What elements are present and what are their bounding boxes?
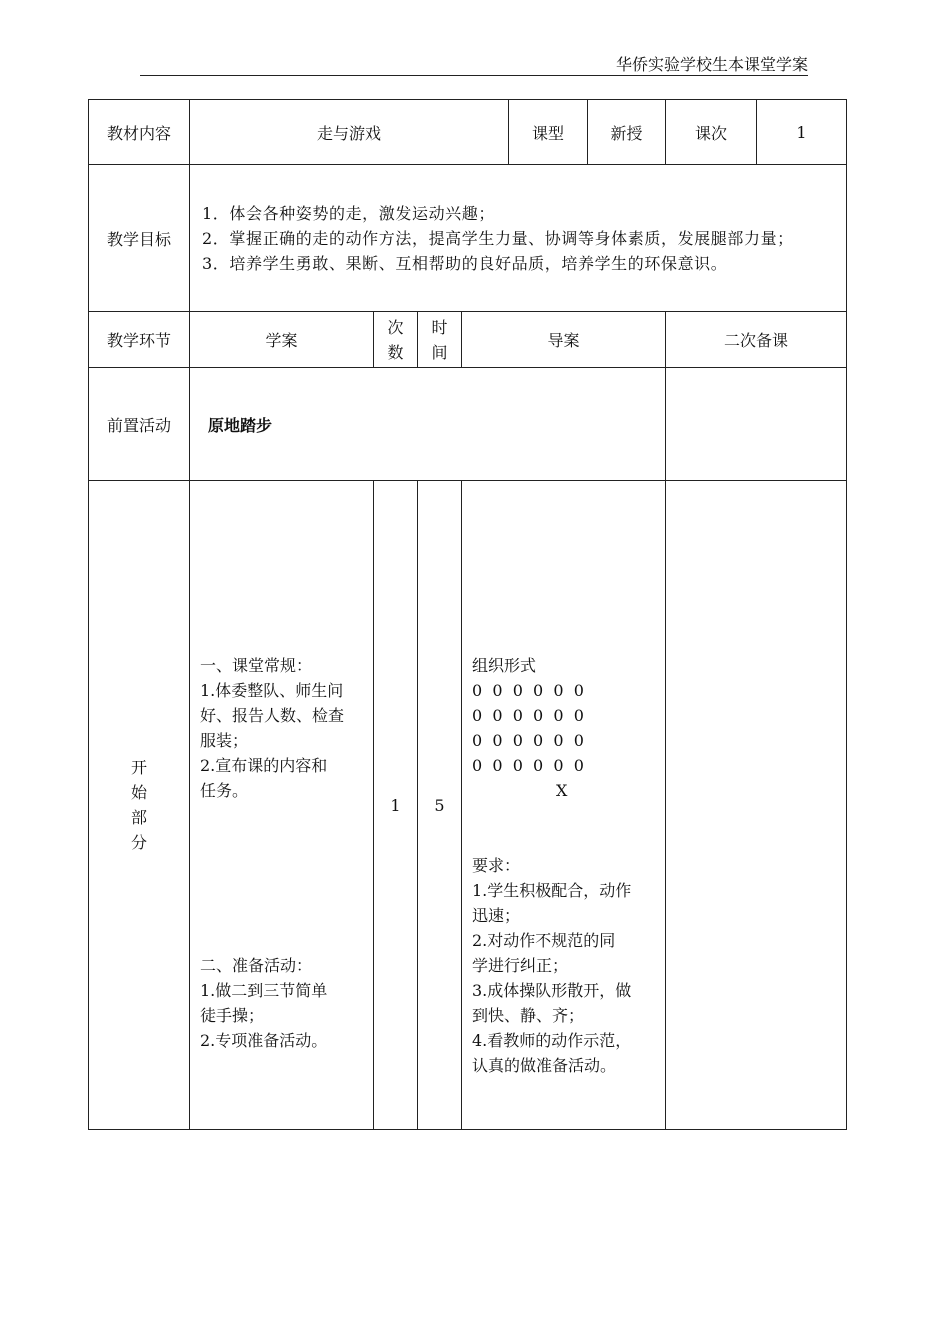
plan-line: 1.体委整队、师生问	[200, 681, 344, 700]
column-header-row	[89, 312, 847, 368]
plan-line: 2.宣布课的内容和	[200, 756, 328, 775]
goals-label: 教学目标	[89, 165, 190, 312]
session-value: 1	[757, 100, 847, 165]
start-section-row	[89, 481, 847, 1130]
goals-row	[89, 165, 847, 312]
plan-line: 一、课堂常规：	[200, 656, 313, 675]
pre-activity-label: 前置活动	[89, 368, 190, 481]
material-content: 走与游戏	[190, 100, 509, 165]
requirement-line: 学进行纠正；	[472, 956, 569, 975]
lesson-plan-table	[88, 99, 847, 1130]
session-label: 课次	[666, 100, 757, 165]
requirement-line: 3.成体操队形散开，做	[472, 981, 632, 1000]
start-section-label: 开 始 部 分	[89, 481, 190, 1130]
plan-line: 2.专项准备活动。	[200, 1031, 328, 1050]
formation-row: 0 0 0 0 0 0	[472, 706, 584, 725]
pre-activity-content: 原地踏步	[190, 368, 666, 481]
requirement-line: 2.对动作不规范的同	[472, 931, 616, 950]
formation-row: 0 0 0 0 0 0	[472, 681, 584, 700]
formation-row: 0 0 0 0 0 0	[472, 731, 584, 750]
material-row	[89, 100, 847, 165]
formation-row: 0 0 0 0 0 0	[472, 756, 584, 775]
plan-header: 学案	[190, 312, 374, 368]
plan-line: 任务。	[200, 781, 249, 800]
start-guide	[462, 481, 666, 1130]
plan-line: 二、准备活动：	[200, 956, 313, 975]
requirement-line: 1.学生积极配合，动作	[472, 881, 632, 900]
requirements-title: 要求：	[472, 856, 521, 875]
formation-teacher: X	[556, 781, 568, 800]
school-header: 华侨实验学校生本课堂学案	[615, 55, 808, 74]
start-count: 1	[374, 481, 418, 1130]
plan-line: 好、报告人数、检查	[200, 706, 345, 725]
lesson-type-value: 新授	[588, 100, 666, 165]
plan-line: 1.做二到三节简单	[200, 981, 328, 1000]
requirement-line: 4.看教师的动作示范，	[472, 1031, 632, 1050]
plan-line: 服装；	[200, 731, 249, 750]
time-header: 时 间	[418, 312, 462, 368]
guide-header: 导案	[462, 312, 666, 368]
goals-list	[190, 165, 847, 312]
plan-line: 徒手操；	[200, 1006, 265, 1025]
requirement-line: 迅速；	[472, 906, 521, 925]
pre-activity-second-prep	[666, 368, 847, 481]
material-label: 教材内容	[89, 100, 190, 165]
section-header: 教学环节	[89, 312, 190, 368]
goal-item: 1．体会各种姿势的走，激发运动兴趣；	[202, 203, 495, 223]
pre-activity-row	[89, 368, 847, 481]
goal-item: 2．掌握正确的走的动作方法，提高学生力量、协调等身体素质，发展腿部力量；	[202, 228, 794, 248]
requirement-line: 到快、静、齐；	[472, 1006, 585, 1025]
count-header: 次 数	[374, 312, 418, 368]
requirement-line: 认真的做准备活动。	[472, 1056, 617, 1075]
start-second-prep	[666, 481, 847, 1130]
formation-title: 组织形式	[472, 656, 537, 675]
start-time: 5	[418, 481, 462, 1130]
start-plan	[190, 481, 374, 1130]
header-divider	[140, 75, 808, 76]
second-prep-header: 二次备课	[666, 312, 847, 368]
goal-item: 3．培养学生勇敢、果断、互相帮助的良好品质，培养学生的环保意识。	[202, 253, 728, 273]
lesson-type-label: 课型	[509, 100, 588, 165]
